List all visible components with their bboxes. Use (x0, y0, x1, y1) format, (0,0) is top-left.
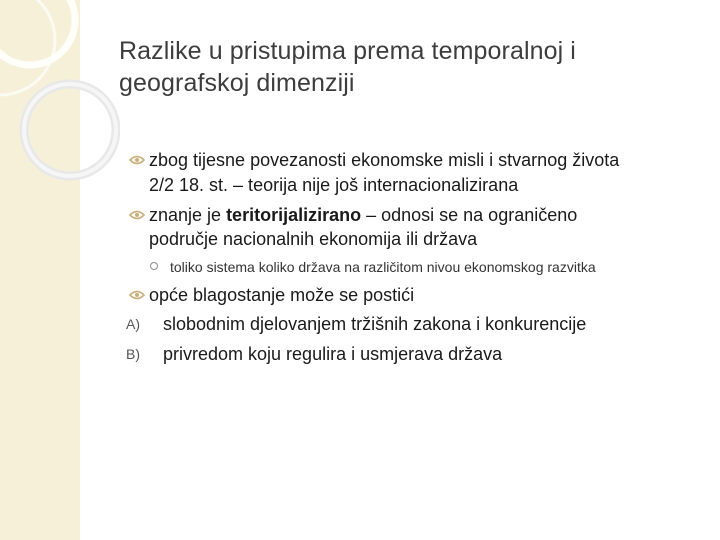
bullet-2-line2: područje nacionalnih ekonomija ili država (149, 229, 478, 249)
bullet-2-bold: teritorijalizirano (226, 205, 362, 225)
lettered-marker-b: B) (126, 346, 140, 362)
slide-title-line2: geografskoj dimenziji (119, 69, 355, 97)
lettered-item-b: privredom koju regulira i usmjerava država (163, 344, 503, 364)
lettered-item-a: slobodnim djelovanjem tržišnih zakona i konkurencije (163, 314, 587, 334)
lettered-marker-a: A) (126, 316, 140, 332)
bullet-2-line1 (149, 203, 577, 227)
bullet-icon (128, 153, 146, 167)
bullet-1-line2: 2/2 18. st. – teorija nije još internacionalizirana (149, 175, 519, 195)
bullet-2-prefix: znanje je (149, 205, 227, 225)
sub-bullet-text: toliko sistema koliko država na različitom nivou ekonomskog razvitka (170, 259, 596, 275)
bullet-icon (128, 288, 146, 302)
bullet-icon (128, 208, 146, 222)
sub-bullet-icon (150, 262, 158, 270)
bullet-3-line1: opće blagostanje može se postići (149, 285, 415, 305)
slide-title-line1: Razlike u pristupima prema temporalnoj i (119, 37, 576, 65)
bullet-1-line1: zbog tijesne povezanosti ekonomske misli i stvarnog života (149, 150, 620, 170)
bullet-2-suffix: – odnosi se na ograničeno (361, 205, 578, 225)
